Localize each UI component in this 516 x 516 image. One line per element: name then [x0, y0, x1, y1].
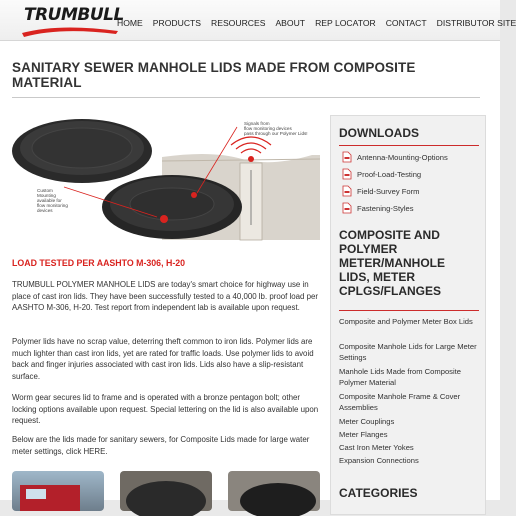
- download-label: Fastening-Styles: [357, 203, 414, 213]
- link-meter-flanges[interactable]: Meter Flanges: [339, 430, 388, 439]
- pdf-file-icon: [343, 203, 351, 213]
- download-fastening-styles[interactable]: [343, 203, 414, 213]
- download-label: Field-Survey Form: [357, 186, 420, 196]
- page-title: SANITARY SEWER MANHOLE LIDS MADE FROM COMPOSITE MATERIAL: [12, 60, 416, 90]
- nav-products[interactable]: PRODUCTS: [152, 18, 202, 28]
- svg-text:Custom Mounting: Custom Mounting available for flow monitoring devices: [37, 188, 68, 213]
- pdf-file-icon: [343, 169, 351, 179]
- nav-rep-locator[interactable]: REP LOCATOR: [315, 18, 376, 28]
- nav-resources[interactable]: RESOURCES: [211, 18, 266, 28]
- link-composite-manhole-lids-large-meter[interactable]: Composite Manhole Lids for Large Meter Settings: [339, 342, 477, 362]
- nav-about[interactable]: ABOUT: [275, 18, 306, 28]
- downloads-heading: DOWNLOADS: [339, 126, 419, 140]
- pdf-file-icon: [343, 186, 351, 196]
- link-manhole-lids-composite-polymer[interactable]: Manhole Lids Made from Composite Polymer Material: [339, 367, 461, 387]
- load-tested-heading: LOAD TESTED PER AASHTO M-306, H-20: [12, 258, 186, 268]
- svg-text:Signals from flow moni: Signals from flow monitoring devices pass through our Polymer Lids!: [244, 121, 308, 136]
- truck-thumbnail-image[interactable]: [12, 471, 104, 511]
- composite-heading-line: POLYMER: [339, 242, 398, 256]
- download-label: Antenna-Mounting-Options: [357, 152, 448, 162]
- composite-heading-line: CPLGS/FLANGES: [339, 284, 442, 298]
- logo-swoosh-icon: [20, 25, 120, 39]
- link-cast-iron-meter-yokes[interactable]: Cast Iron Meter Yokes: [339, 443, 414, 452]
- trumbull-logo[interactable]: [20, 3, 124, 39]
- download-antenna-mounting-options[interactable]: [343, 152, 448, 162]
- pdf-file-icon: [343, 152, 351, 162]
- composite-heading-line: COMPOSITE AND: [339, 228, 440, 242]
- manhole-lid-diagram-image: [12, 115, 320, 240]
- composite-heading: [339, 228, 445, 298]
- composite-heading-line: METER/MANHOLE: [339, 256, 445, 270]
- below-lids-paragraph: Below are the lids made for sanitary sewers, for Composite Lids made for large water meter settings, click HERE.: [12, 435, 310, 456]
- nav-contact[interactable]: CONTACT: [385, 18, 427, 28]
- downloads-divider: [339, 145, 479, 146]
- composite-heading-line: LIDS, METER: [339, 270, 416, 284]
- link-expansion-connections[interactable]: Expansion Connections: [339, 456, 419, 465]
- nav-distributor-site[interactable]: DISTRIBUTOR SITE: [436, 18, 516, 28]
- link-meter-couplings[interactable]: Meter Couplings: [339, 417, 395, 426]
- nav-home[interactable]: HOME: [117, 18, 143, 28]
- download-field-survey-form[interactable]: [343, 186, 419, 196]
- benefits-paragraph: Polymer lids have no scrap value, deterring theft common to iron lids. Polymer lids are much lighter than cast iron lids, yet are rated for traffic loads. Use polymer lids to avoid back and finger injuries associated with cast iron lids. Lids also have a slip-resistant surface.: [12, 337, 314, 381]
- title-divider: [12, 97, 480, 98]
- lid-in-street-thumbnail-image[interactable]: [120, 471, 212, 511]
- locking-paragraph: Worm gear secures lid to frame and is operated with a bronze pentagon bolt; other locking options available upon request. Special lettering on the lid is also available upon request.: [12, 393, 319, 425]
- site-header: [0, 0, 516, 41]
- intro-paragraph: TRUMBULL POLYMER MANHOLE LIDS are today's smart choice for highway use in place of cast iron lids. They have been successfully tested to a 40,000 lb. proof load per AASHTO M-306, H-20. Test report from independent lab is available upon request.: [12, 280, 319, 312]
- link-composite-polymer-meter-box-lids[interactable]: Composite and Polymer Meter Box Lids: [339, 317, 473, 326]
- main-nav: [117, 18, 516, 28]
- sidebar: [330, 115, 486, 515]
- link-composite-manhole-frame-cover[interactable]: Composite Manhole Frame & Cover Assemblies: [339, 392, 461, 412]
- logo-text: TRUMBULL: [24, 5, 124, 25]
- categories-heading: CATEGORIES: [339, 486, 418, 500]
- lid-with-hands-thumbnail-image[interactable]: [228, 471, 320, 511]
- download-proof-load-testing[interactable]: [343, 169, 421, 179]
- download-label: Proof-Load-Testing: [357, 169, 422, 179]
- composite-divider: [339, 310, 479, 311]
